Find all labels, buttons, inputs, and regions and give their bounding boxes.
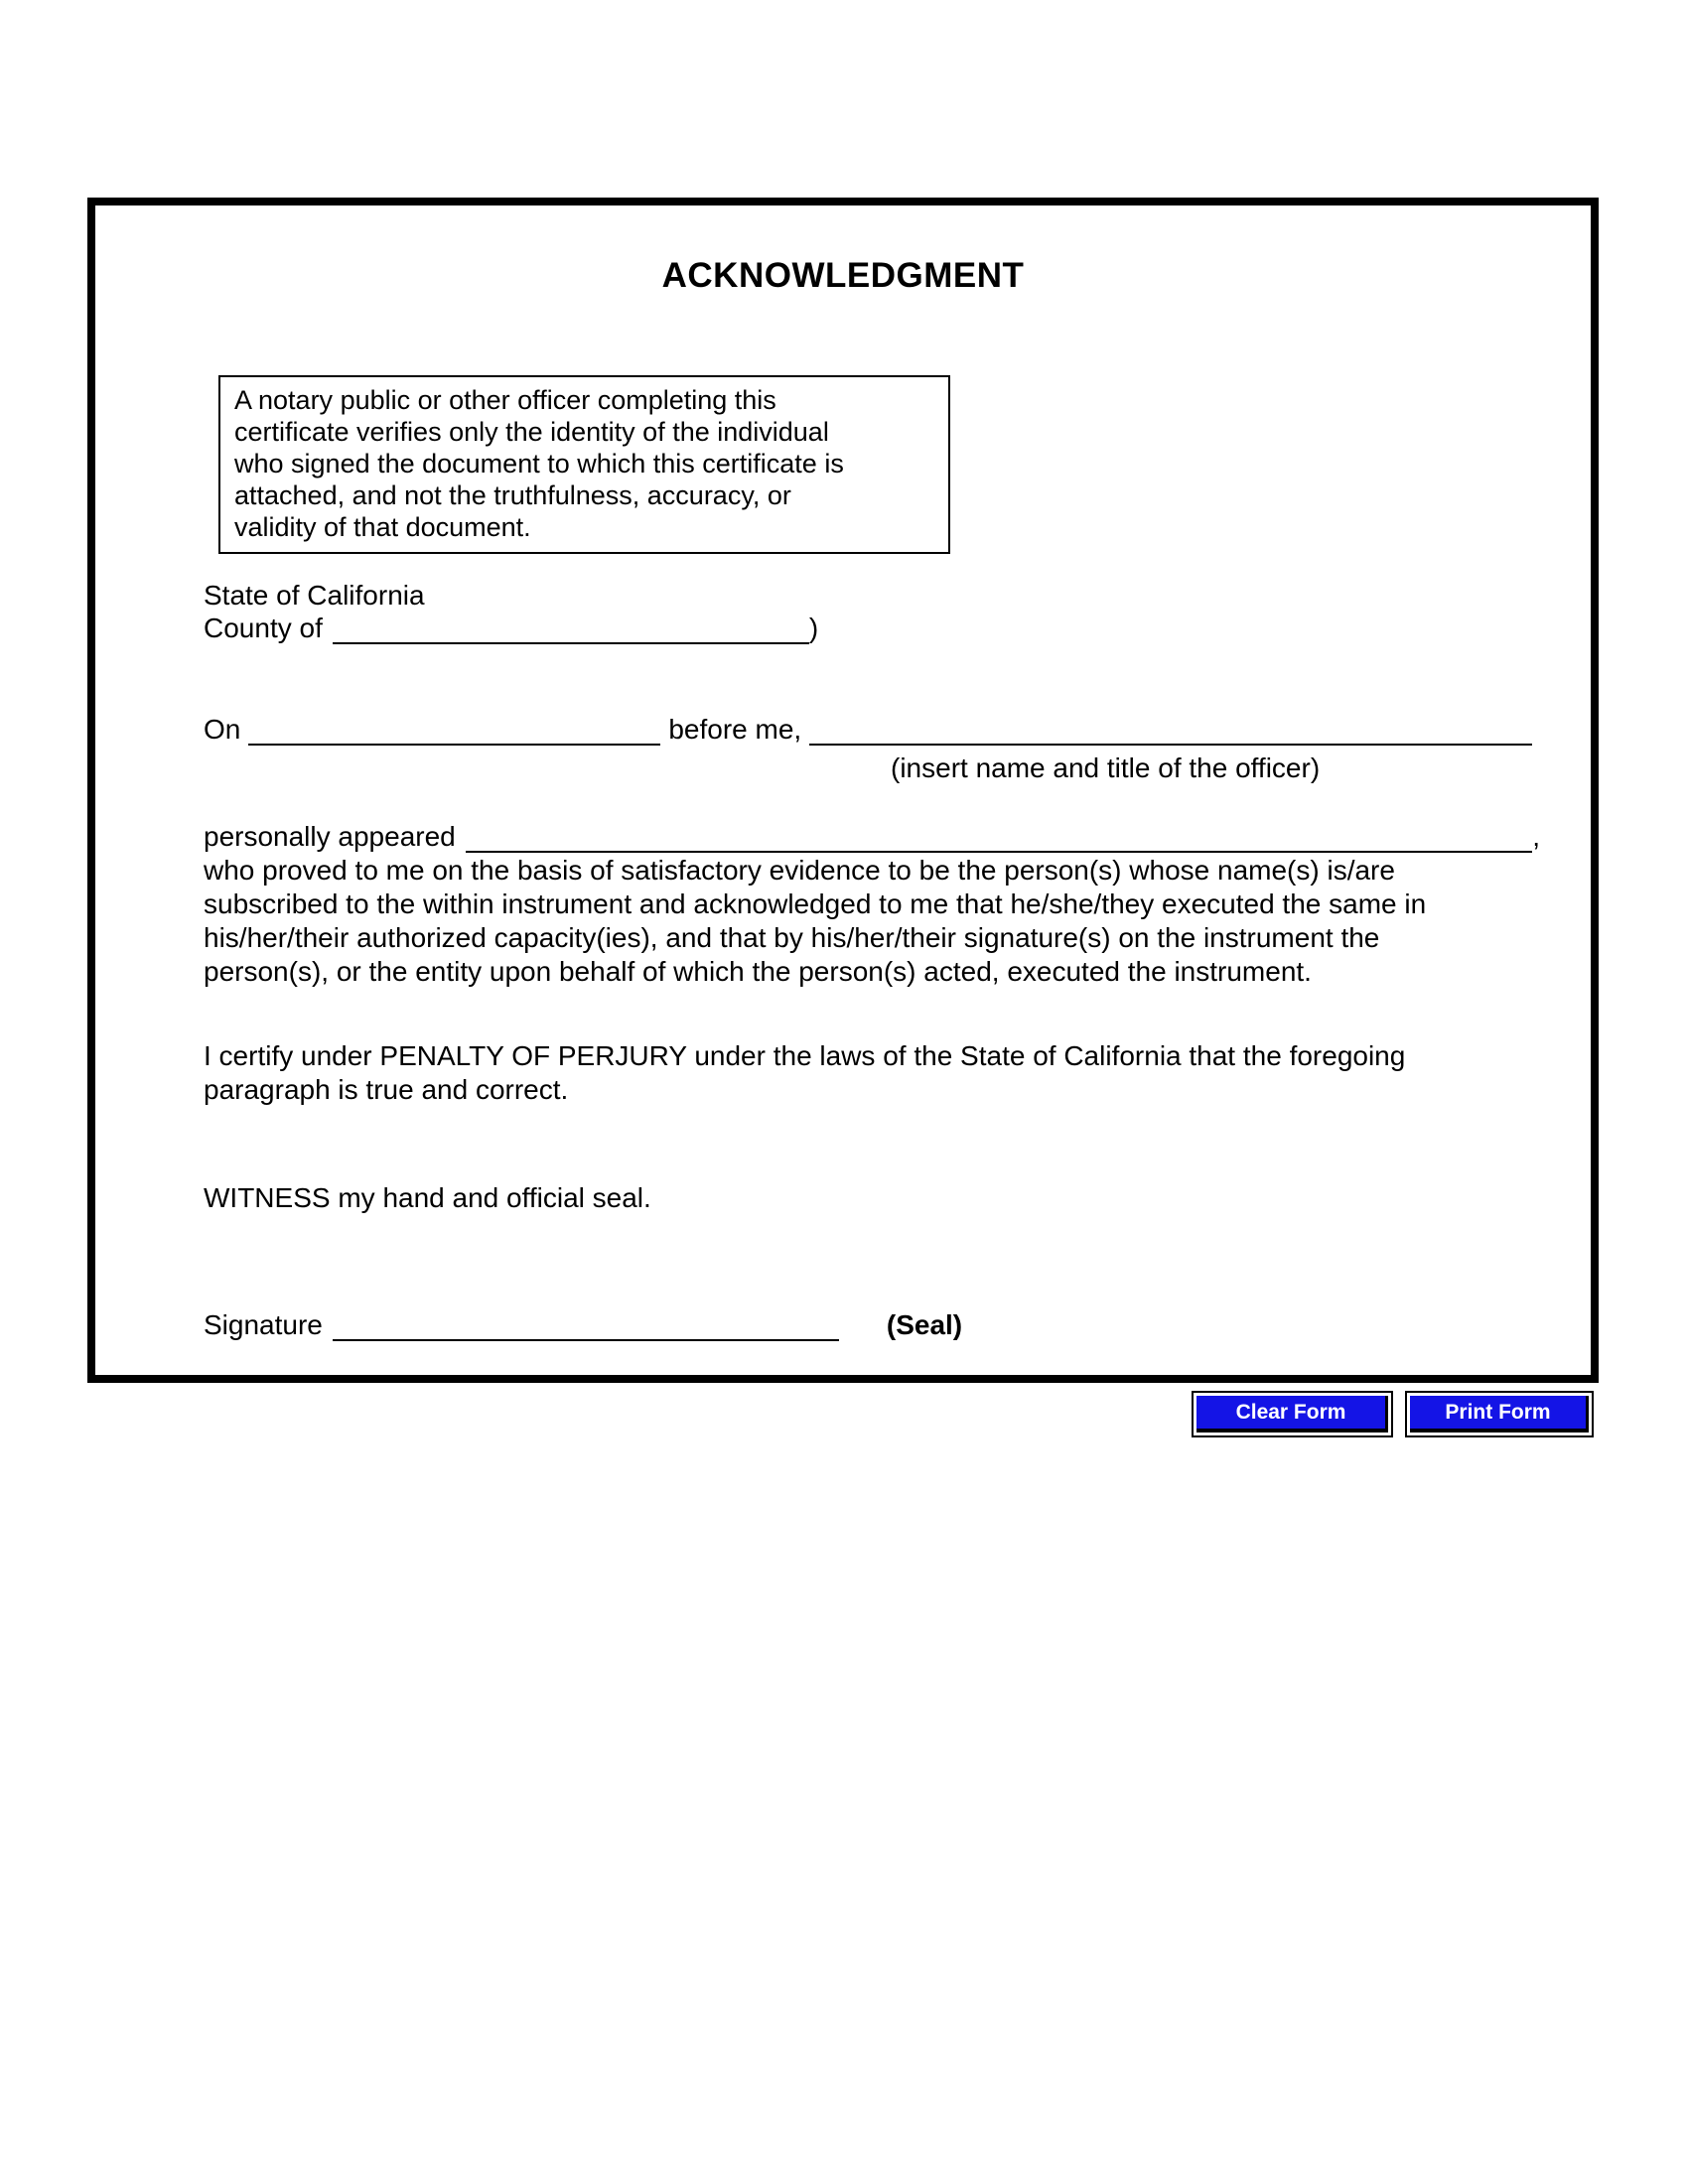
witness-text: WITNESS my hand and official seal. (204, 1182, 651, 1213)
notary-disclosure-line: attached, and not the truthfulness, accuracy, or (234, 480, 791, 510)
certify-paragraph-line: I certify under PENALTY OF PERJURY under the laws of the State of California that the foregoing (204, 1040, 1406, 1071)
appeared-names-field[interactable] (466, 823, 1532, 853)
on-label: On (204, 714, 241, 745)
notary-disclosure-line: certificate verifies only the identity of the individual (234, 417, 829, 447)
officer-hint-text: (insert name and title of the officer) (891, 752, 1321, 783)
acknowledgment-paragraph-line: subscribed to the within instrument and acknowledged to me that he/she/they executed the same in (204, 888, 1427, 919)
acknowledgment-paragraph-line: his/her/their authorized capacity(ies), and that by his/her/their signature(s) on the instrument the (204, 922, 1380, 953)
county-line (204, 612, 818, 644)
acknowledgment-paragraph-line: who proved to me on the basis of satisfactory evidence to be the person(s) whose name(s) is/are (204, 855, 1395, 886)
notary-disclosure-box (218, 375, 950, 554)
notary-disclosure-line: validity of that document. (234, 512, 531, 542)
print-form-button[interactable] (1405, 1391, 1594, 1437)
state-of-california-text: State of California (204, 580, 425, 611)
acknowledgment-form (87, 198, 1599, 1383)
acknowledgment-paragraph-line: person(s), or the entity upon behalf of which the person(s) acted, executed the instrument. (204, 956, 1312, 987)
print-form-button-label: Print Form (1410, 1396, 1589, 1433)
date-field[interactable] (248, 716, 660, 746)
page-title: ACKNOWLEDGMENT (661, 256, 1025, 295)
before-me-label: before me, (668, 714, 802, 745)
date-officer-line (204, 713, 1532, 746)
clear-form-button-label: Clear Form (1196, 1396, 1388, 1433)
certify-paragraph-line: paragraph is true and correct. (204, 1074, 569, 1105)
signature-field[interactable] (333, 1311, 839, 1341)
officer-name-field[interactable] (809, 716, 1532, 746)
signature-label: Signature (204, 1309, 323, 1340)
acknowledgment-paragraph (204, 854, 1426, 989)
county-field[interactable] (333, 614, 809, 644)
signature-line (204, 1308, 962, 1341)
personally-appeared-label: personally appeared (204, 821, 456, 852)
notary-disclosure-line: who signed the document to which this certificate is (234, 449, 844, 478)
certify-paragraph (204, 1039, 1405, 1107)
county-close-paren: ) (808, 613, 819, 643)
county-label: County of (204, 613, 323, 643)
clear-form-button[interactable] (1192, 1391, 1393, 1437)
personally-appeared-line (204, 820, 1540, 853)
venue-block (204, 579, 818, 644)
seal-label: (Seal) (886, 1309, 963, 1340)
trailing-comma: , (1532, 821, 1540, 852)
notary-disclosure-line: A notary public or other officer completing this (234, 385, 776, 415)
